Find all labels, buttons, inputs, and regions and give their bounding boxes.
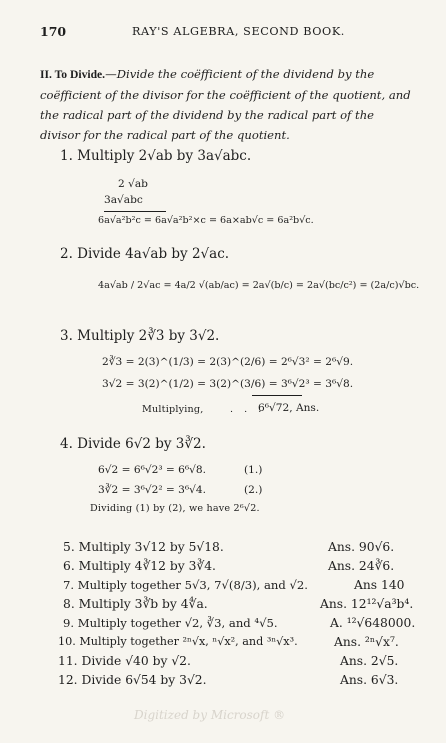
exercise-9-answer: A. ¹²√648000. (330, 616, 416, 630)
exercise-5-answer: Ans. 90√6. (328, 540, 395, 554)
exercise-6: 6. Multiply 4∛12 by 3∛4. (63, 559, 216, 573)
problem-3-answer: 6⁶√72, Ans. (258, 402, 320, 414)
exercise-12: 12. Divide 6√54 by 3√2. (58, 673, 207, 687)
problem-4-conclusion: Dividing (1) by (2), we have 2⁶√2. (90, 503, 260, 514)
problem-2-statement: 2. Divide 4a√ab by 2√ac. (60, 246, 230, 262)
exercise-6-answer: Ans. 24∛6. (328, 559, 395, 573)
problem-1-factor-1: 2 √ab (118, 178, 148, 190)
page-number: 170 (40, 24, 67, 39)
problem-4-tag-1: (1.) (244, 464, 263, 476)
digitization-watermark: Digitized by Microsoft ® (134, 708, 286, 722)
problem-3-line-1: 2∛3 = 2(3)^(1/3) = 2(3)^(2/6) = 2⁶√3² = 2⁶√9. (102, 356, 354, 368)
exercise-9: 9. Multiply together √2, ∛3, and ⁴√5. (63, 616, 278, 630)
problem-4-line-1: 6√2 = 6⁶√2³ = 6⁶√8. (98, 464, 207, 476)
problem-1-result: 6a√a²b²c = 6a√a²b²×c = 6a×ab√c = 6a²b√c. (98, 215, 314, 226)
exercise-8-answer: Ans. 12¹²√a³b⁴. (320, 597, 414, 611)
exercise-7: 7. Multiply together 5√3, 7√(8/3), and √2. (63, 578, 308, 592)
exercise-11-answer: Ans. 2√5. (340, 654, 399, 668)
exercise-8: 8. Multiply 3∛b by 4∜a. (63, 597, 208, 611)
exercise-5: 5. Multiply 3√12 by 5√18. (63, 540, 224, 554)
division-rule (40, 64, 412, 145)
problem-3-dots: . . . (230, 404, 266, 415)
problem-3-statement: 3. Multiply 2∛3 by 3√2. (60, 328, 220, 344)
problem-4-tag-2: (2.) (244, 484, 263, 496)
problem-3-line-2: 3√2 = 3(2)^(1/2) = 3(2)^(3/6) = 3⁶√2³ = 3⁶√8. (102, 378, 354, 390)
problem-2-work: 4a√ab / 2√ac = 4a/2 √(ab/ac) = 2a√(b/c) = 2a√(bc/c²) = (2a/c)√bc. (98, 280, 420, 291)
problem-1-factor-2: 3a√abc (104, 194, 143, 206)
problem-4-statement: 4. Divide 6√2 by 3∛2. (60, 436, 206, 452)
exercise-11: 11. Divide √40 by √2. (58, 654, 191, 668)
exercise-10: 10. Multiply together ²ⁿ√x, ⁿ√x², and ³ⁿ√x³. (58, 635, 298, 648)
exercise-7-answer: Ans 140 (354, 578, 405, 592)
rule-heading: II. To Divide. (40, 68, 106, 81)
problem-3-rule (252, 395, 302, 396)
exercise-10-answer: Ans. ²ⁿ√x⁷. (334, 635, 399, 649)
rule-text: —Divide the coëfficient of the dividend by the coëfficient of the divisor for the coëfficient of the quotient, and the radical part of the dividend by the radical part of the divisor for the radical part of the quotient. (40, 67, 411, 142)
running-title: RAY'S ALGEBRA, SECOND BOOK. (132, 25, 345, 38)
problem-1-rule (104, 211, 166, 212)
problem-3-multiplying-label: Multiplying, (142, 404, 204, 415)
problem-4-line-2: 3∛2 = 3⁶√2² = 3⁶√4. (98, 484, 207, 496)
problem-1-statement: 1. Multiply 2√ab by 3a√abc. (60, 148, 252, 164)
exercise-12-answer: Ans. 6√3. (340, 673, 399, 687)
